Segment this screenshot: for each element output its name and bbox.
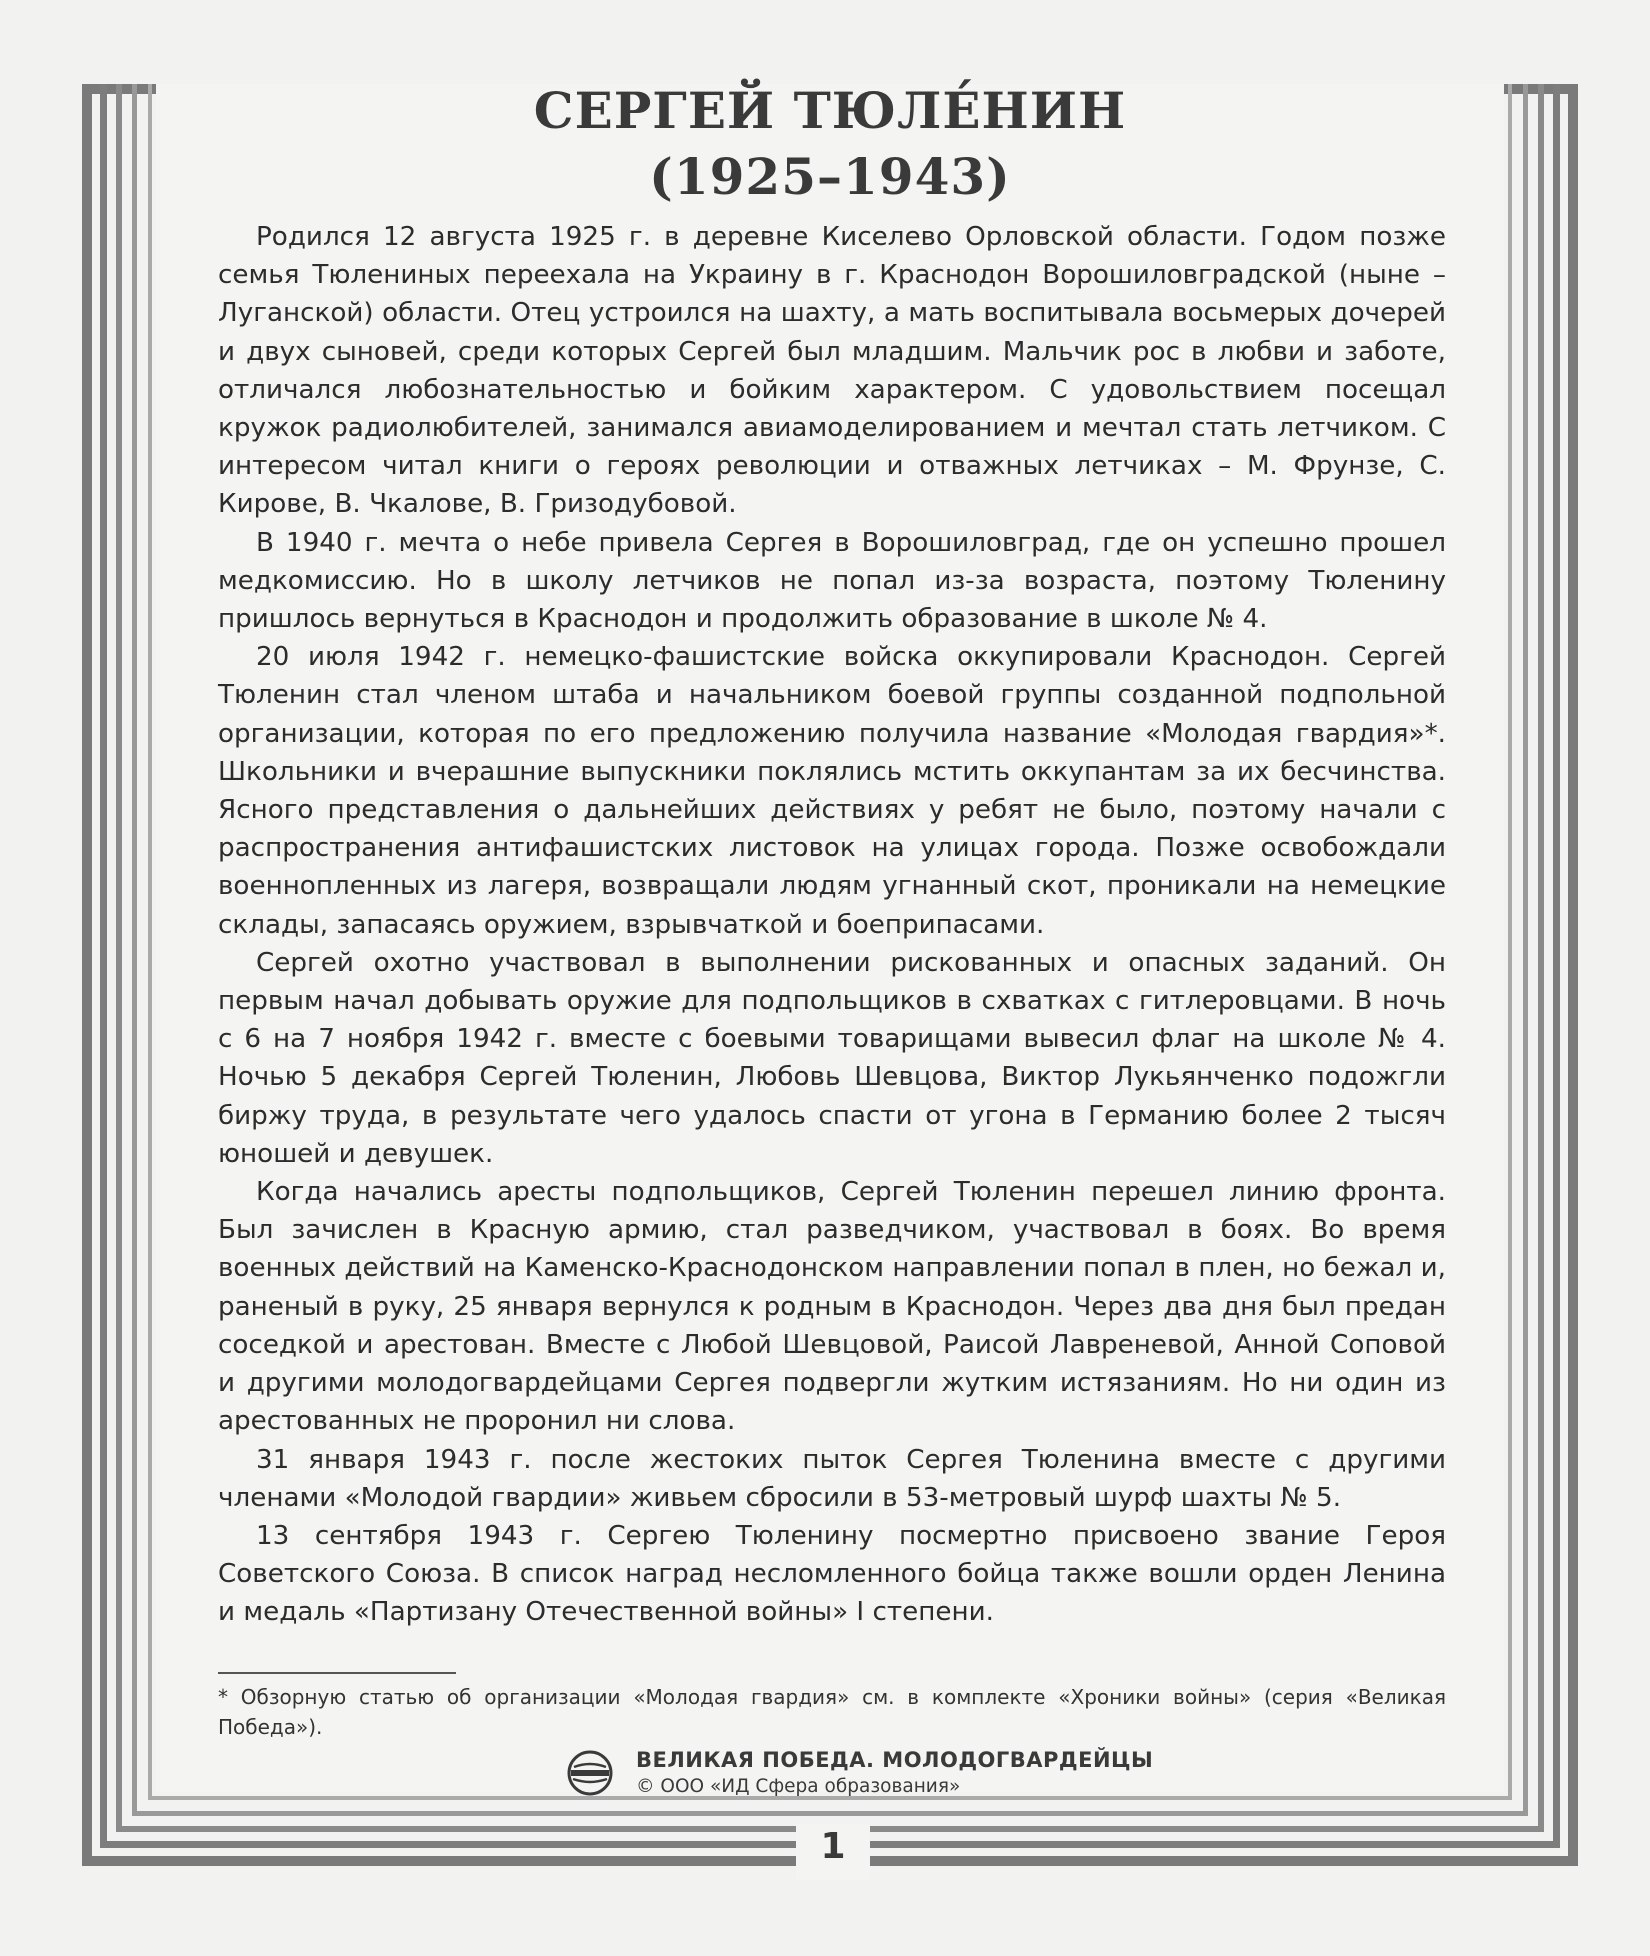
page-title	[156, 78, 1504, 210]
page-number: 1	[820, 1826, 846, 1867]
paragraph: 13 сентября 1943 г. Сергею Тюленину посмертно присвоено звание Героя Советского Союза. В список наград несломленного бойца также вошли орден Ленина и медаль «Партизану Отечественной войны» I степени.	[218, 1520, 1446, 1628]
paragraph: 31 января 1943 г. после жестоких пыток Сергея Тюленина вместе с другими членами «Молодой гвардии» живьем сбросили в 53-метровый шурф шахты № 5.	[218, 1444, 1446, 1513]
footnote-divider	[218, 1672, 456, 1674]
title-name: СЕРГЕЙ ТЮЛЕ́НИН	[533, 81, 1127, 140]
paragraph: Когда начались аресты подпольщиков, Сергей Тюленин перешел линию фронта. Был зачислен в Красную армию, стал разведчиком, участвовал в боях. Во время военных действий на Каменско-Краснодонском направлении попал в плен, но бежал и, раненый в руку, 25 января вернулся к родным в Краснодон. Через два дня был предан соседкой и арестован. Вместе с Любой Шевцовой, Раисой Лавреневой, Анной Соповой и другими молодогвардейцами Сергея подвергли жутким истязаниям. Но ни один из арестованных не проронил ни слова.	[218, 1177, 1446, 1437]
title-years: (1925–1943)	[649, 147, 1011, 206]
footnote: * Обзорную статью об организации «Молодая гвардия» см. в комплекте «Хроники войны» (серия «Великая Победа»).	[218, 1685, 1446, 1739]
publisher-copyright: © ООО «ИД Сфера образования»	[636, 1776, 961, 1797]
article-body	[218, 218, 1446, 1632]
publisher-logo-icon	[566, 1749, 614, 1797]
paragraph: Сергей охотно участвовал в выполнении рискованных и опасных заданий. Он первым начал добывать оружие для подпольщиков в схватках с гитлеровцами. В ночь с 6 на 7 ноября 1942 г. вместе с боевыми товарищами вывесил флаг на школе № 4. Ночью 5 декабря Сергей Тюленин, Любовь Шевцова, Виктор Лукьянченко подожгли биржу труда, в результате чего удалось спасти от угона в Германию более 2 тысяч юношей и девушек.	[218, 947, 1446, 1169]
publisher-series: ВЕЛИКАЯ ПОБЕДА. МОЛОДОГВАРДЕЙЦЫ	[636, 1748, 1154, 1772]
paragraph: 20 июля 1942 г. немецко-фашистские войска оккупировали Краснодон. Сергей Тюленин стал членом штаба и начальником боевой группы созданной подпольной организации, которая по его предложению получила название «Молодая гвардия»*. Школьники и вчерашние выпускники поклялись мстить оккупантам за их бесчинства. Ясного представления о дальнейших действиях у ребят не было, поэтому начали с распространения антифашистских листовок на улицах города. Позже освобождали военнопленных из лагеря, возвращали людям угнанный скот, проникали на немецкие склады, запасаясь оружием, взрывчаткой и боеприпасами.	[218, 642, 1446, 940]
paragraph: В 1940 г. мечта о небе привела Сергея в Ворошиловград, где он успешно прошел медкомиссию. Но в школу летчиков не попал из-за возраста, поэтому Тюленину пришлось вернуться в Краснодон и продолжить образование в школе № 4.	[218, 527, 1446, 635]
paragraph: Родился 12 августа 1925 г. в деревне Киселево Орловской области. Годом позже семья Тюлениных переехала на Украину в г. Краснодон Ворошиловградской (ныне – Луганской) области. Отец устроился на шахту, а мать воспитывала восьмерых дочерей и двух сыновей, среди которых Сергей был младшим. Мальчик рос в любви и заботе, отличался любознательностью и бойким характером. С удовольствием посещал кружок радиолюбителей, занимался авиамоделированием и мечтал стать летчиком. С интересом читал книги о героях революции и отважных летчиках – М. Фрунзе, С. Кирове, В. Чкалове, В. Гризодубовой.	[218, 222, 1446, 520]
